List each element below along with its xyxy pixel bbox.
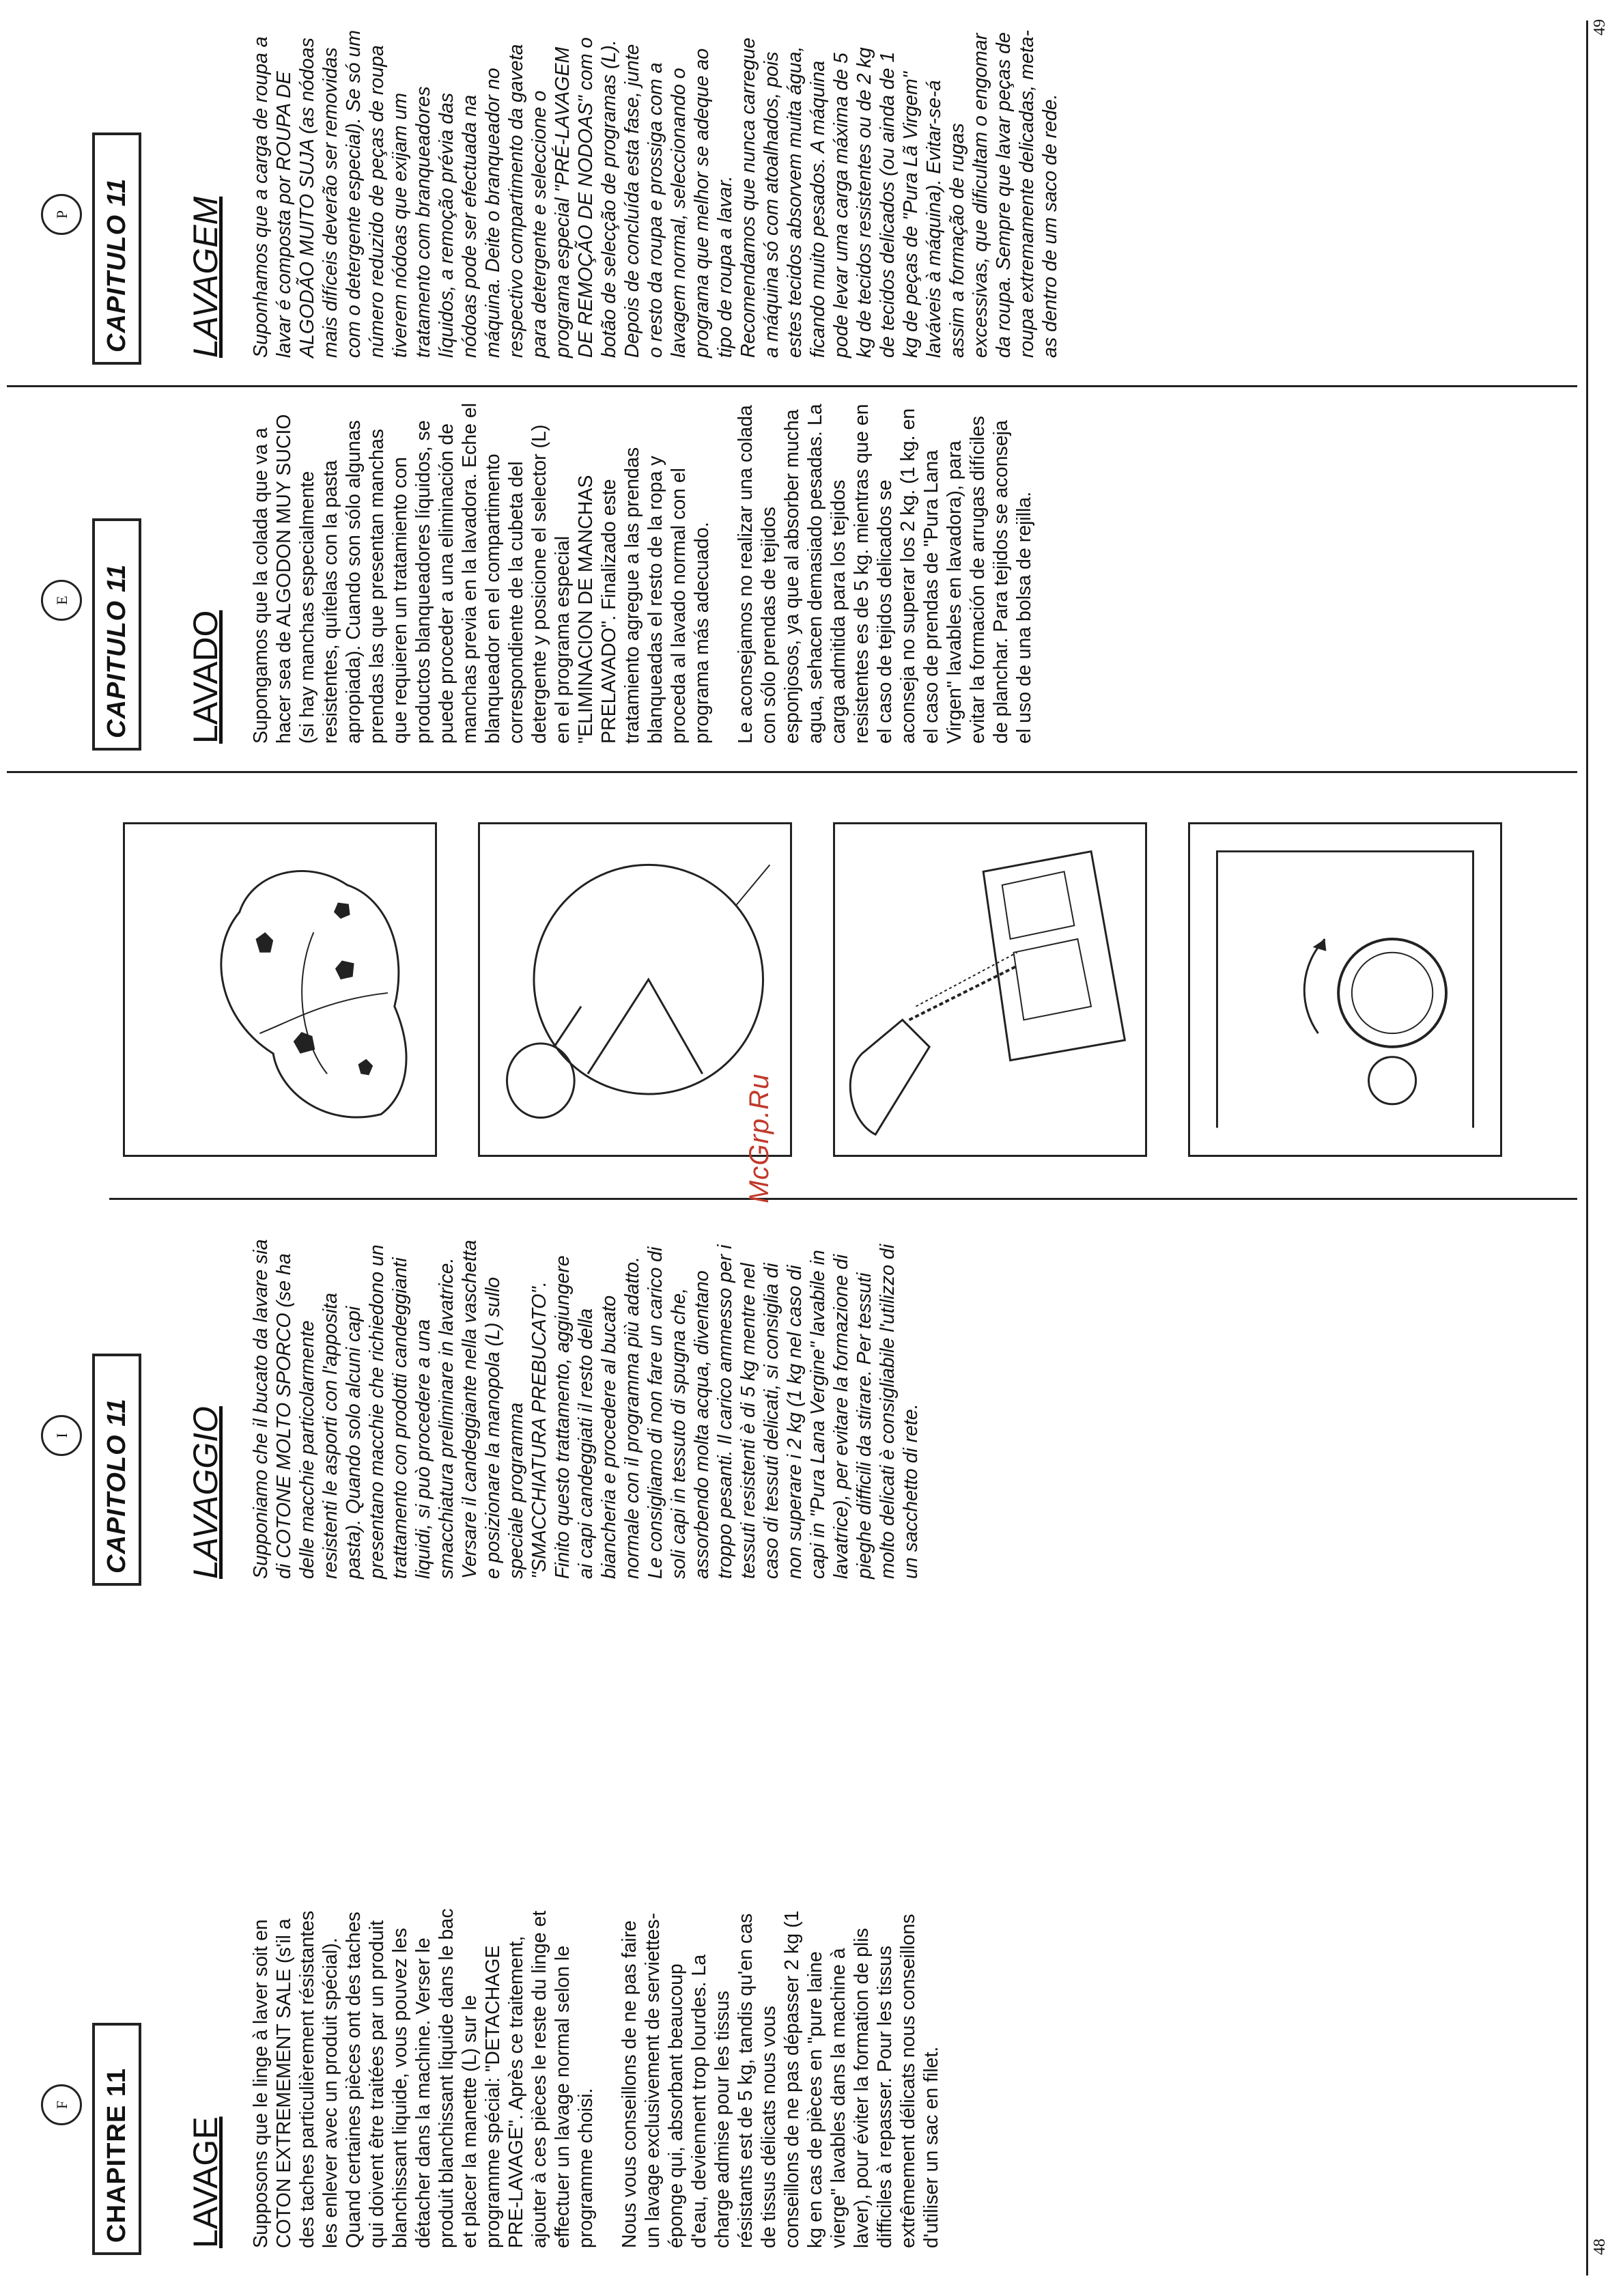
- body-text: [249, 1907, 963, 2248]
- paragraph: Le aconsejamos no realizar una colada con sólo prendas de tejidos esponjosos, ya que al absorber mucha agua, sehacen demasiado pesadas. La carga admitida para los tejidos resistentes es de 5 kg. mientras que en el caso de tejidos delicados se aconseja no superar los 2 kg. (1 kg. en el caso de prendas de "Pura Lana Virgen" lavables en lavadora), para evitar la formación de arrugas difíciles de planchar. Para tejidos se aconseja el uso de una bolsa de rejilla.: [735, 404, 1035, 744]
- bottom-rule: [1586, 20, 1588, 2276]
- paragraph: Supponiamo che il bucato da lavare sia di COTONE MOLTO SPORCO (se ha delle macchie particolarmente resistenti le asporti con l'apposita pasta). Quando solo alcuni capi presentano macchie che richiedono un trattamento con prodotti candeggianti liquidi, si può procedere a una smacchiatura preliminare in lavatrice. Versare il candeggiante nella vaschetta e posizionare la manopola (L) sullo speciale programma "SMACCHIATURA PREBUCATO". Finito questo trattamento, aggiungere ai capi candeggiati il resto della biancheria e procedere al bucato normale con il programma più adatto. Le consigliamo di non fare un carico di soli capi in tessuto di spugna che, assorbendo molta acqua, diventano troppo pesanti. Il carico ammesso per i tessuti resistenti è di 5 kg mentre nel caso di tessuti delicati, si consiglia di non superare i 2 kg (1 kg nel caso di capi in "Pura Lana Vergine" lavabile in lavatrice), per evitare la formazione di pieghe difficili da stirare. Per tessuti molto delicati è consigliabile l'utilizzo di un sacchetto di rete.: [250, 1239, 922, 1579]
- column-portuguese: [7, 5, 1577, 387]
- chapter-title: CAPITULO 11: [92, 518, 141, 751]
- column-italian: [7, 1224, 1577, 1606]
- section-heading: LAVAGE: [186, 2116, 225, 2248]
- body-text: [249, 402, 1056, 744]
- language-badge-f: F: [41, 2084, 82, 2125]
- section-heading: LAVAGEM: [186, 196, 225, 358]
- chapter-title: CAPITULO 11: [92, 132, 141, 365]
- paragraph: Nous vous conseillons de ne pas faire un lavage exclusivement de serviettes-éponge qui, absorbant beaucoup d'eau, deviennent trop lourdes. La charge admise pour les tissus résistants est de 5 kg, tandis qu'en cas de tissus délicats nous vous conseillons de ne pas dépasser 2 kg (1 kg en cas de pièces en "pure laine vierge" lavables dans la machine à laver), pour éviter la formation de plis difficiles à repasser. Pour les tissus extrêmement délicats nous conseillons d'utiliser un sac en filet.: [619, 1910, 942, 2248]
- chapter-title: CAPITOLO 11: [92, 1354, 141, 1586]
- section-heading: LAVADO: [186, 610, 225, 744]
- body-text: [249, 1237, 943, 1579]
- column-french: [7, 1893, 1577, 2276]
- page-number-left: 48: [1591, 2239, 1609, 2255]
- paragraph: Supposons que le linge à laver soit en COTON EXTREMEMENT SALE (s'il a des taches particulièrement résistantes les enlever avec un produit spécial). Quand certaines pièces ont des taches qui doivent être traitées par un produit blanchissant liquide, vous pouvez les détacher dans la machine. Verser le produit blanchissant liquide dans le bac et placer la manette (L) sur le programme spécial: "DETACHAGE PRE-LAVAGE". Après ce traitement, ajouter à ces pièces le reste du linge et effectuer un lavage normal selon le programme choisi.: [250, 1908, 597, 2248]
- paragraph: Suponhamos que a carga de roupa a lavar é composta por ROUPA DE ALGODÃO MUITO SUJA (as nódoas mais difíceis deverão ser removidas com o detergente especial). Se só um número reduzido de peças de roupa tiverem nódoas que exijam um tratamento com branqueadores líquidos, a remoção prévia das nódoas pode ser efectuada na máquina. Deite o branqueador no respectivo compartimento da gaveta para detergente e seleccione o programa especial "PRÉ-LAVAGEM DE REMOÇÃO DE NODOAS" com o botão de selecção de programas (L). Depois de concluída esta fase, junte o resto da roupa e prossiga com a lavagem normal, seleccionando o programa que melhor se adeque ao tipo de roupa a lavar. Recomendamos que nunca carregue a máquina só com atoalhados, pois estes tecidos absorvem muita água, ficando muito pesados. A máquina pode levar uma carga máxima de 5 kg de tecidos resistentes ou de 2 kg de tecidos delicados (ou ainda de 1 kg de peças de "Pura Lã Virgem" laváveis à máquina). Evitar-se-á assim a formação de rugas excessivas, que dificultam o engomar da roupa. Sempre que lavar peças de roupa extremamente delicadas, meta-as dentro de um saco de rede.: [250, 29, 1061, 358]
- paragraph: Supongamos que la colada que va a hacer sea de ALGODON MUY SUCIO (si hay manchas especialmente resistentes, quítelas con la pasta apropiada). Cuando son sólo algunas prendas las que presentan manchas que requieren un tratamiento con productos blanqueadores líquidos, se puede proceder a una eliminación de manchas previa en la lavadora. Eche el blanqueador en el compartimento correspondiente de la cubeta del detergente y posicione el selector (L) en el programa especial "ELIMINACION DE MANCHAS PRELAVADO". Finalizado este tratamiento agregue a las prendas blanqueadas el resto de la ropa y proceda al lavado normal con el programa más adecuado.: [250, 402, 713, 744]
- chapter-title: CHAPITRE 11: [92, 2023, 141, 2255]
- language-badge-e: E: [41, 580, 82, 621]
- language-badge-i: I: [41, 1415, 82, 1456]
- section-heading: LAVAGGIO: [186, 1406, 225, 1579]
- watermark: McGrp.Ru: [744, 1073, 774, 1203]
- body-text: [249, 30, 1082, 358]
- language-badge-p: P: [41, 194, 82, 235]
- column-spanish: [7, 391, 1577, 773]
- page-number-right: 49: [1591, 19, 1609, 36]
